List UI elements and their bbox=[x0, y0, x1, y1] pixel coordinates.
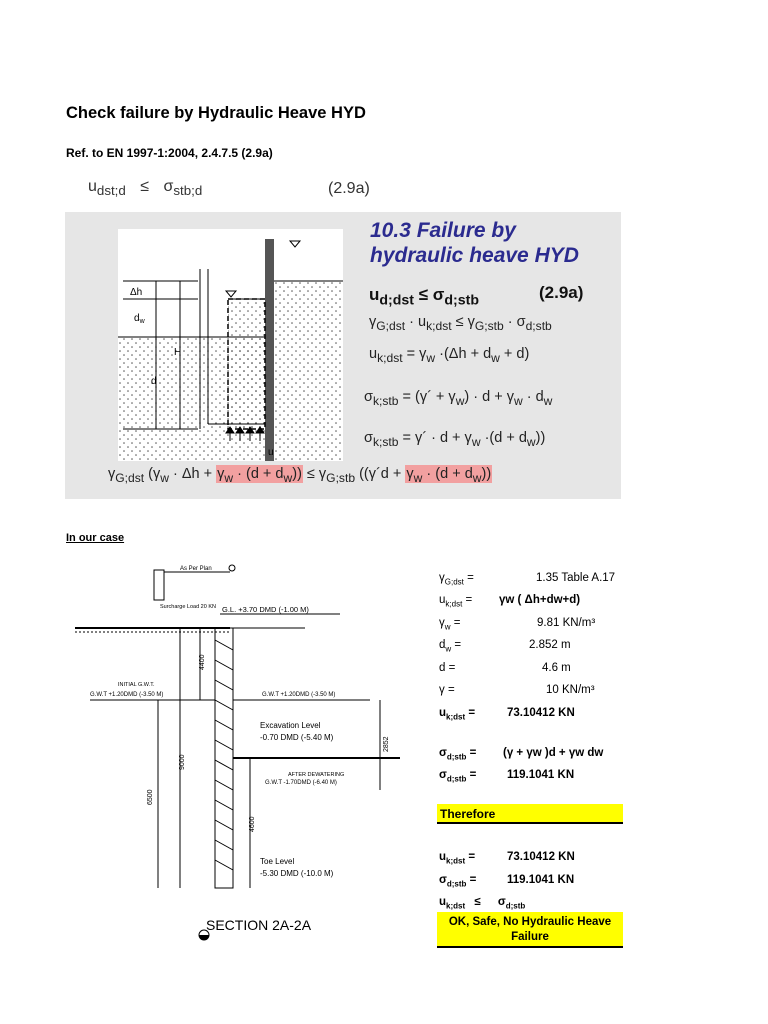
gamma-label: γ = bbox=[439, 684, 455, 696]
ukdst-formula: γw ( Δh+dw+d) bbox=[499, 594, 581, 606]
initial-gwt-label: INITIAL G.W.T. bbox=[118, 682, 155, 688]
gwt-right-label: G.W.T +1.20DMD (-3.50 M) bbox=[262, 692, 336, 698]
sdstb-value-2: 119.1041 KN bbox=[507, 874, 575, 886]
row-ukdst-value: $u_{k;dst}$ = bbox=[439, 707, 476, 722]
slide-eq5: $\sigma_{k;stb}$ = γ´ · $d + \gamma_w \cdot(d + d_w)$) bbox=[364, 430, 546, 449]
toe-value: -5.30 DMD (-10.0 M) bbox=[260, 869, 334, 878]
row-gamma-gdst: $\gamma_{G;dst}$ = bbox=[439, 572, 474, 587]
slide-eq3: $u_{k;dst} = \gamma_w \cdot(\Delta h + d_w + d)$ bbox=[369, 346, 530, 365]
label-u: u bbox=[268, 447, 274, 458]
sdstb-formula: (γ + γw )d + γw dw bbox=[503, 747, 604, 759]
gw-value: 9.81 KN/m³ bbox=[537, 617, 596, 629]
row-sdstb: $\sigma_{d;stb}$ = bbox=[439, 747, 477, 762]
formula-u-sub: dst;d bbox=[96, 183, 126, 199]
page-title: Check failure by Hydraulic Heave HYD bbox=[66, 104, 366, 122]
section-svg bbox=[70, 560, 410, 950]
dim-2852: 2852 bbox=[383, 736, 390, 752]
slide-title-line2: hydraulic heave HYD bbox=[370, 244, 579, 267]
formula-header bbox=[88, 178, 202, 198]
d-value: 4.6 m bbox=[542, 662, 571, 674]
excavation-title: Excavation Level bbox=[260, 721, 321, 730]
label-dw: $d_w$ bbox=[134, 313, 145, 325]
label-d: d bbox=[151, 376, 157, 387]
therefore-banner: Therefore bbox=[437, 804, 623, 824]
in-our-case-heading: In our case bbox=[66, 532, 125, 544]
slide-eq1: $u_{d;dst} \le \sigma_{d;stb}$ bbox=[369, 285, 480, 309]
sdstb-label: σ bbox=[439, 747, 447, 759]
label-dh: Δh bbox=[130, 287, 143, 298]
row-sdstb-value: $\sigma_{d;stb}$ = bbox=[439, 769, 477, 784]
dim-6500: 6500 bbox=[147, 789, 154, 805]
dw-label: d bbox=[439, 639, 446, 651]
slide-eq1-tag: (2.9a) bbox=[539, 283, 584, 302]
dim-4600: 4600 bbox=[249, 816, 256, 832]
sdstb-value: 119.1041 KN bbox=[507, 769, 575, 781]
formula-sigma-sub: stb;d bbox=[173, 183, 203, 199]
row-ukdst-value-2: $u_{k;dst}$ = bbox=[439, 851, 476, 866]
gwt-left-label: G.W.T +1.20DMD (-3.50 M) bbox=[90, 692, 164, 698]
formula-tag: (2.9a) bbox=[328, 180, 370, 197]
row-dw: $d_w$ = bbox=[439, 639, 462, 654]
row-ukdst: $u_{k;dst}$ = bbox=[439, 594, 473, 609]
gw-label: γ bbox=[439, 617, 445, 629]
d-label: d = bbox=[439, 662, 456, 674]
slide-eq6: $\gamma_{G;dst}$ $(\gamma_w \cdot \Delta h + \gamma_w \cdot (d + d_w)) \le \gamma_{G;stb}$ ((γ´d + $\gamma_w \cdot (d + d_w)$) bbox=[108, 466, 492, 485]
slide-diagram bbox=[118, 229, 343, 461]
result-banner: OK, Safe, No Hydraulic Heave Failure bbox=[437, 912, 623, 948]
row-gw: $\gamma_w$ = bbox=[439, 617, 461, 632]
dim-9000: 9000 bbox=[179, 754, 186, 770]
slide-eq2: $\gamma_{G;dst} \cdot u_{k;dst} \le \gamma_{G;stb} \cdot \sigma_{d;stb}$ bbox=[369, 314, 552, 333]
reference-text: Ref. to EN 1997-1:2004, 2.4.7.5 (2.9a) bbox=[66, 146, 273, 160]
gl-label: G.L. +3.70 DMD (-1.00 M) bbox=[222, 605, 309, 614]
ukdst-value-2: 73.10412 KN bbox=[507, 851, 575, 863]
gamma-value: 10 KN/m³ bbox=[546, 684, 595, 696]
gamma-gdst-label: γ bbox=[439, 572, 445, 584]
dw-value: 2.852 m bbox=[529, 639, 571, 651]
excavation-value: -0.70 DMD (-5.40 M) bbox=[260, 733, 334, 742]
formula-sigma: σ bbox=[163, 178, 174, 195]
ukdst-label: u bbox=[439, 594, 446, 606]
section-drawing bbox=[70, 560, 410, 950]
formula-u: u bbox=[88, 178, 97, 195]
slide-title bbox=[370, 218, 579, 268]
after-dewatering-label: AFTER DEWATERING bbox=[288, 772, 345, 778]
as-per-plan-label: As Per Plan bbox=[180, 566, 212, 572]
toe-title: Toe Level bbox=[260, 857, 295, 866]
surcharge-label: Surcharge Load 20 KN bbox=[160, 604, 216, 610]
slide-title-line1: 10.3 Failure by bbox=[370, 219, 516, 242]
gwt-after-label: G.W.T -1.70DMD (-6.40 M) bbox=[265, 780, 337, 786]
label-H: H bbox=[174, 347, 182, 358]
ukdst-value: 73.10412 KN bbox=[507, 707, 575, 719]
row-sdstb-value-2: $\sigma_{d;stb}$ = bbox=[439, 874, 477, 889]
heave-diagram bbox=[118, 229, 343, 461]
section-label: SECTION 2A-2A bbox=[206, 917, 312, 933]
compare-rel: ≤ bbox=[474, 896, 481, 908]
row-compare: $u_{k;dst} \le \sigma_{d;stb}$ bbox=[439, 896, 526, 911]
gamma-gdst-value: 1.35 Table A.17 bbox=[536, 572, 616, 584]
dim-4400: 4400 bbox=[199, 654, 206, 670]
slide-eq4: $\sigma_{k;stb}$ = (γ´ + $\gamma_w) \cdot d + \gamma_w \cdot d_w$ bbox=[364, 389, 553, 408]
formula-rel: ≤ bbox=[140, 178, 150, 195]
